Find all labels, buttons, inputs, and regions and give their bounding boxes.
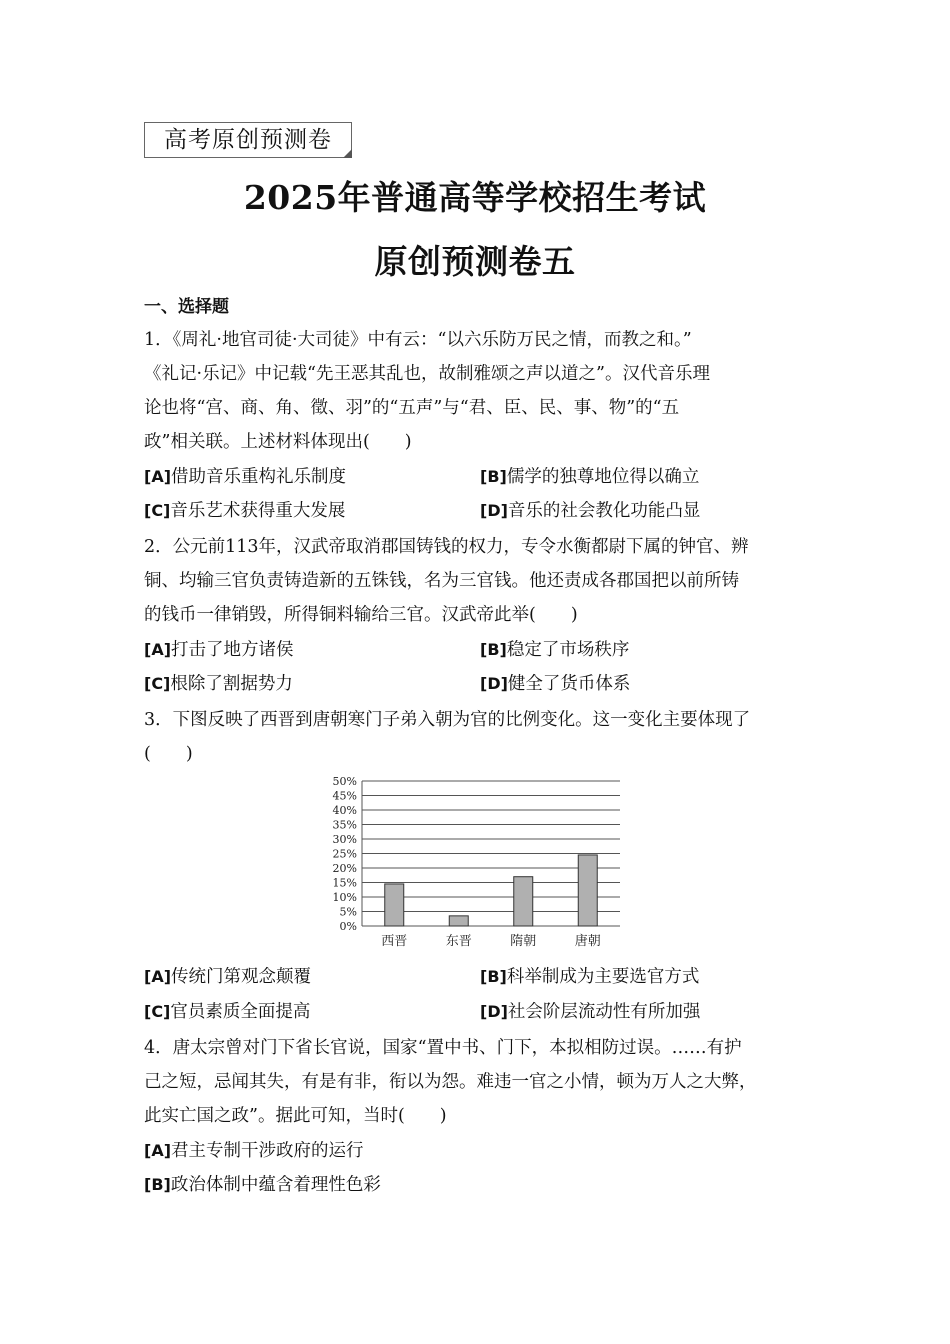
q1-option-c[interactable]	[144, 499, 345, 523]
y-tick-label: 50%	[332, 775, 357, 788]
bar	[449, 916, 468, 926]
option-label: [B]	[480, 467, 507, 486]
exam-subtitle: 原创预测卷五	[374, 242, 576, 281]
q2-option-a[interactable]	[144, 638, 294, 662]
option-text: 健全了货币体系	[507, 674, 631, 694]
option-text: 音乐的社会教化功能凸显	[507, 501, 701, 521]
badge-text: 高考原创预测卷	[164, 127, 332, 153]
q3-option-a[interactable]	[144, 965, 311, 989]
option-text: 君主专制干涉政府的运行	[171, 1141, 364, 1161]
q1-line-4: 政”相关联。上述材料体现出( )	[144, 432, 412, 452]
q3-option-d[interactable]	[480, 1000, 700, 1024]
option-text: 根除了割据势力	[170, 674, 293, 694]
y-tick-label: 0%	[339, 920, 357, 933]
q2-option-d[interactable]	[480, 672, 630, 696]
option-text: 官员素质全面提高	[170, 1002, 311, 1022]
bar-chart	[322, 770, 632, 955]
option-text: 儒学的独尊地位得以确立	[506, 467, 700, 487]
q3-line-2: ( )	[144, 744, 193, 764]
q4-option-a[interactable]	[144, 1139, 364, 1163]
y-tick-label: 30%	[332, 833, 357, 846]
q4-option-b[interactable]	[144, 1173, 381, 1197]
q3-option-b[interactable]	[480, 965, 699, 989]
option-text: 社会阶层流动性有所加强	[507, 1002, 701, 1022]
x-category-label: 隋朝	[510, 934, 537, 949]
option-label: [A]	[144, 967, 172, 986]
option-text: 传统门第观念颠覆	[171, 967, 312, 987]
q1-line-2: 《礼记·乐记》中记载“先王恶其乱也，故制雅颂之声以道之”。汉代音乐理	[144, 364, 710, 384]
y-tick-label: 20%	[332, 862, 357, 875]
q1-line-3: 论也将“宫、商、角、徵、羽”的“五声”与“君、臣、民、事、物”的“五	[144, 398, 680, 418]
y-tick-label: 15%	[332, 876, 357, 890]
q3-line-1: 3．下图反映了西晋到唐朝寒门子弟入朝为官的比例变化。这一变化主要体现了	[144, 710, 751, 730]
q1-option-a[interactable]	[144, 465, 346, 489]
section-heading: 一、选择题	[144, 297, 229, 317]
x-category-label: 唐朝	[574, 934, 601, 949]
x-category-label: 东晋	[445, 934, 472, 949]
option-label: [C]	[144, 674, 171, 693]
exam-title: 2025年普通高等学校招生考试	[243, 178, 707, 217]
y-tick-label: 40%	[332, 804, 357, 817]
option-label: [A]	[144, 467, 172, 486]
q1-option-b[interactable]	[480, 465, 699, 489]
bar	[578, 855, 597, 926]
bar	[514, 877, 533, 926]
option-label: [D]	[480, 1002, 508, 1021]
badge-corner-mark	[343, 149, 352, 158]
q1-option-d[interactable]	[480, 499, 700, 523]
exam-badge	[144, 122, 352, 158]
option-text: 借助音乐重构礼乐制度	[171, 467, 347, 487]
y-tick-label: 10%	[332, 891, 357, 904]
y-tick-label: 35%	[332, 818, 357, 832]
x-category-label: 西晋	[381, 934, 408, 949]
option-label: [D]	[480, 501, 508, 520]
y-tick-label: 25%	[332, 847, 357, 861]
q4-line-3: 此实亡国之政”。据此可知，当时( )	[144, 1106, 447, 1126]
q1-line-1: 1．《周礼·地官司徒·大司徒》中有云：“以六乐防万民之情，而教之和。”	[144, 330, 692, 350]
y-tick-label: 5%	[339, 905, 357, 919]
y-tick-label: 45%	[332, 789, 357, 803]
q2-option-b[interactable]	[480, 638, 629, 662]
q2-line-1: 2．公元前113年，汉武帝取消郡国铸钱的权力，专令水衡都尉下属的钟官、辨	[144, 537, 749, 557]
bar	[385, 884, 404, 926]
q3-option-c[interactable]	[144, 1000, 310, 1024]
option-label: [B]	[144, 1175, 171, 1194]
option-text: 稳定了市场秩序	[506, 640, 630, 660]
q2-line-2: 铜、均输三官负责铸造新的五铢钱，名为三官钱。他还责成各郡国把以前所铸	[144, 571, 739, 591]
q2-line-3: 的钱币一律销毁，所得铜料输给三官。汉武帝此举( )	[144, 605, 578, 625]
option-label: [B]	[480, 640, 507, 659]
option-text: 打击了地方诸侯	[171, 640, 294, 660]
option-text: 政治体制中蕴含着理性色彩	[170, 1175, 381, 1195]
option-label: [D]	[480, 674, 508, 693]
q4-line-1: 4．唐太宗曾对门下省长官说，国家“置中书、门下，本拟相防过误。……有护	[144, 1038, 742, 1058]
option-label: [A]	[144, 1141, 172, 1160]
option-label: [C]	[144, 501, 171, 520]
q2-option-c[interactable]	[144, 672, 293, 696]
option-text: 科举制成为主要选官方式	[506, 967, 700, 987]
q4-line-2: 己之短，忌闻其失，有是有非，衔以为怨。难违一官之小情，顿为万人之大弊，	[144, 1072, 757, 1092]
option-label: [B]	[480, 967, 507, 986]
option-text: 音乐艺术获得重大发展	[170, 501, 346, 521]
option-label: [A]	[144, 640, 172, 659]
option-label: [C]	[144, 1002, 171, 1021]
